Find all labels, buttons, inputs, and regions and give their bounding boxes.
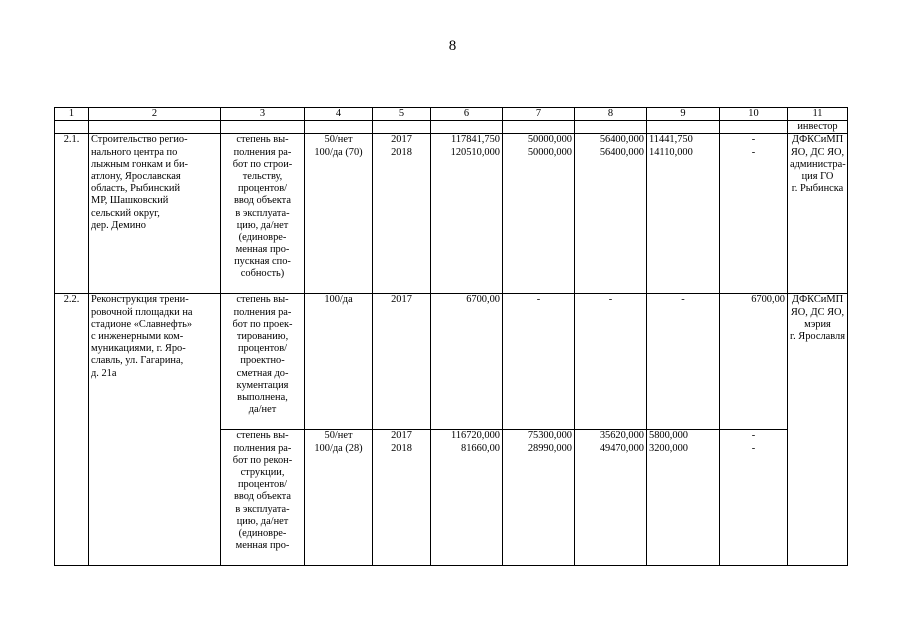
indicator-text: степень вы- полнения ра- бот по рекон- струкции, процентов/ ввод объекта в эксплуата- цию, да/нет (единовре- менная про- xyxy=(221,430,305,566)
indicator-value: 50/нет 100/да (28) xyxy=(305,430,373,566)
amount-total: 6700,00 xyxy=(431,294,503,430)
header-cell: 3 xyxy=(221,108,305,121)
amount-col8: 35620,000 49470,000 xyxy=(575,430,647,566)
header-cell: 5 xyxy=(373,108,431,121)
indicator-text: степень вы- полнения ра- бот по строи- тельству, процентов/ ввод объекта в эксплуата- цию, да/нет (единовре- менная про- пускная спо- собность) xyxy=(221,134,305,294)
row-number: 2.2. xyxy=(55,294,89,566)
header-cell: 8 xyxy=(575,108,647,121)
continuation-row xyxy=(55,121,848,134)
continued-executor: инвестор xyxy=(788,121,848,134)
amount-col7: 75300,000 28990,000 xyxy=(503,430,575,566)
program-table xyxy=(54,107,848,566)
table-row xyxy=(55,294,848,430)
row-number: 2.1. xyxy=(55,134,89,294)
amount-col10: - - xyxy=(720,430,788,566)
amount-col7: 50000,000 50000,000 xyxy=(503,134,575,294)
indicator-text: степень вы- полнения ра- бот по проек- тированию, процентов/ проектно- сметная до- кументация выполнена, да/нет xyxy=(221,294,305,430)
year: 2017 2018 xyxy=(373,430,431,566)
year: 2017 xyxy=(373,294,431,430)
year: 2017 2018 xyxy=(373,134,431,294)
amount-col10: 6700,00 xyxy=(720,294,788,430)
page-number: 8 xyxy=(448,38,457,54)
amount-total: 117841,750 120510,000 xyxy=(431,134,503,294)
amount-col8: - xyxy=(575,294,647,430)
header-cell: 10 xyxy=(720,108,788,121)
header-cell: 1 xyxy=(55,108,89,121)
object-name: Строительство регио- нального центра по лыжным гонкам и би- атлону, Ярославская область, Рыбинский МР, Шашковский сельский округ, дер. Демино xyxy=(89,134,221,294)
header-cell: 9 xyxy=(647,108,720,121)
amount-col9: 11441,750 14110,000 xyxy=(647,134,720,294)
header-cell: 4 xyxy=(305,108,373,121)
executor: ДФКСиМП ЯО, ДС ЯО, мэрия г. Ярославля xyxy=(788,294,848,566)
executor: ДФКСиМП ЯО, ДС ЯО, администра- ция ГО г. Рыбинска xyxy=(788,134,848,294)
table-row xyxy=(55,134,848,294)
header-cell: 2 xyxy=(89,108,221,121)
amount-col7: - xyxy=(503,294,575,430)
amount-col10: - - xyxy=(720,134,788,294)
header-cell: 7 xyxy=(503,108,575,121)
amount-total: 116720,000 81660,00 xyxy=(431,430,503,566)
header-row xyxy=(55,108,848,121)
header-cell: 11 xyxy=(788,108,848,121)
amount-col9: 5800,000 3200,000 xyxy=(647,430,720,566)
amount-col9: - xyxy=(647,294,720,430)
indicator-value: 100/да xyxy=(305,294,373,430)
header-cell: 6 xyxy=(431,108,503,121)
object-name: Реконструкция трени- ровочной площадки на стадионе «Славнефть» с инженерными ком- муникациями, г. Яро- славль, ул. Гагарина, д. 21а xyxy=(89,294,221,566)
amount-col8: 56400,000 56400,000 xyxy=(575,134,647,294)
indicator-value: 50/нет 100/да (70) xyxy=(305,134,373,294)
